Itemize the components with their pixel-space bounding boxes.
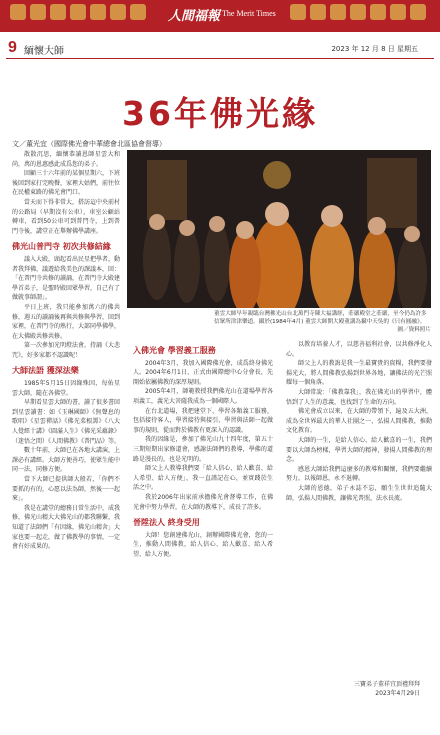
- paragraph: 大師的恩德，弟子永誌不忘，願生生世世追隨大師，弘揚人間佛教，讓佛光普照，法水長流。: [286, 484, 432, 502]
- paragraph: 散散沉思，緬懷恭讀恩師星雲大和尚，萬的恩惠感此成爲您的弟子。: [12, 151, 120, 168]
- paragraph: 師父上人教導我們要「給人信心、給人歡喜、給人希望、給人方便」，我一直謹記在心，並實踐於生活之中。: [133, 465, 273, 492]
- paragraph: 師父上人的教誨是我一生最寶貴的資糧，我們要發揚光大，將人間佛教弘揚到世界各地，讓佛法的光芒照耀每一個角落。: [286, 360, 432, 387]
- section-heading: 大師法語 獲深法樂: [12, 366, 79, 376]
- paragraph: 回顧三十六年前的某個星期六，下班後回到家打完晚餐，家裡大姑們，前往位在民權東路的佛光會門口。: [12, 170, 120, 197]
- signature-block: [354, 680, 420, 698]
- issue-date: 2023 年 12 月 8 日 星期五: [331, 45, 418, 53]
- paragraph: 早期看星雲大師的書，讀了很多書回到星雲讀書：如《玉琳國師》《無聲息的歌唱》《星雲禪話》《佛光菜根譚》《八大人覺經十講》《圓滿人生》《佛光采蘊錄》（迷悟之間）《人間佛教》《普門品》等。: [12, 399, 120, 445]
- paragraph: 第一次參加光明燈法會，持誦《大悲咒》，好多家都不認識呢！: [12, 342, 120, 359]
- newspaper-logo[interactable]: 人間福報: [168, 9, 221, 24]
- paragraph: 平日上班，我只能參加萬六的佛共修，週五的讀誦後再與共修與學習，回到家裡，在普門寺的熟行，大部同學佛學，在大佛殿共修共修。: [12, 303, 120, 340]
- paragraph: 2004年3月，我加入國際佛光會，成爲終身佛光人。2004年6月1日，正式由國際總中心分會長，先開始依屬佛教的深厚規則。: [133, 359, 273, 386]
- paragraph: 以教育培養人才，以慈善福利社會，以共修淨化人心。: [286, 341, 432, 358]
- paragraph: 數十年前，大師已在各地大講演，上課必有講經。大師方便善巧，使眾生能中同一法，同修方便。: [12, 447, 120, 474]
- photo-credit: 圖／資料照片: [397, 327, 431, 333]
- paragraph: 感恩大師給我們這麼多的教導和關懷，我們要繼續努力，以報師恩，永不退轉。: [286, 465, 432, 483]
- section-heading: 晉陞法人 終身受用: [133, 518, 200, 528]
- section-heading: 入佛光會 學習義工服務: [133, 346, 216, 355]
- paragraph: 當天而下得非常大，搭訪這中央前村的公路局（早期沒有公車），車室公顧站轉車，看到50公車可到普門寺，上到普門寺後，講堂正在舉辦佛學講座。: [12, 198, 120, 235]
- signature-name: 三寶弟子董祥宜頂禮拜拜: [353, 681, 420, 688]
- masthead: [0, 0, 440, 32]
- paragraph: 議入大殿，頭起看出民星把學者，動者我拜佛，議遊給我美色的課議本，回：「在普門寺共修的讀誦，在普門寺大殿建學首弟子，是聖時殿回眾學習，自己有了做就事師謂」。: [12, 255, 120, 302]
- paragraph: 我的因緣是，參加了佛光山九十四年度，第五十三期短期出家修道會，感謝法師們的教導，學佛的道路是漫長的，也是光明的。: [133, 436, 273, 463]
- article-column-3: [286, 340, 432, 655]
- ceremony-photo-illustration: [127, 150, 431, 308]
- paragraph: 我於2006年出家前承擔佛光會督導工作，在佛光會中努力學習，在大師的教導下，成長了許多。: [133, 493, 273, 511]
- caption-text: 董雲大師早年親臨台灣佛光山台北萬門寺陳大福講經，莊嚴殿堂之莊嚴，至今仍為許多信眾所津津樂道。攝於(1984年4月) 董雲大師開大殿董講為攝中天吳的《只有圓融》。: [214, 311, 427, 325]
- photo-caption: [214, 310, 431, 334]
- paragraph: 2005年4月，師範教授我們佛光山在道場學習各項義工，義光大菩薩我成為一個國際人。: [133, 388, 273, 405]
- paragraph: 我是在講堂的總務日常生活中，成我修，佛光山精大大佛光山的都我聯繫，我知道了法師們「有因緣，佛光山精舍」大家也要一起走，做了佛教學的事情，一定會有好成果的。: [12, 504, 120, 551]
- paragraph: 1985年5月15日因緣殊因，每佑星雲大師，隨在各佛堂。: [12, 380, 120, 397]
- page-subheader: [0, 39, 440, 58]
- paragraph: 當下大師已提供師大般若，「你們不要抓的有的，心愿以法為師，然後一一起來」。: [12, 476, 120, 503]
- section-title: 緬懷大師: [24, 46, 64, 57]
- paragraph: 大師的一生，是給人信心、給人歡喜的一生，我們要以大師為榜樣，學習大師的精神，發揚人間佛教的理念。: [286, 436, 432, 464]
- newspaper-logo-english: The Merit Times: [222, 9, 276, 18]
- page-number: 9: [8, 39, 17, 56]
- paragraph: 在台北道場，我把建堂下，學習各類義工服務，包括接待客人，學習接待與接引，學習與法師一起做事的規則，從而對於佛教有更深入的認識。: [133, 407, 273, 434]
- byline: 文／董光宜（國際佛光會中華總會北區協會督導）: [12, 140, 166, 148]
- paragraph: 大師！您創建佛光山，創辦國際佛光會，您的一生，推動人間佛教，給人信心、給人歡喜、給人希望、給人方便。: [133, 531, 273, 558]
- decorative-pattern-left: [10, 4, 146, 24]
- article-column-1: [12, 150, 120, 730]
- section-heading: 佛光山普門寺 初次共修結緣: [12, 242, 111, 252]
- decorative-pattern-right: [290, 4, 426, 24]
- headline: 36年佛光緣: [122, 94, 318, 133]
- paragraph: 佛光會成立以來，在大師的帶領下，遍及五大洲，成為全世界最大的華人社團之一，弘揚人間佛教，推動文化教育。: [286, 408, 432, 435]
- article-photo: [127, 150, 431, 308]
- paragraph: 大師常說：「佛教靠我」，我在佛光山的學習中，體悟到了人生的意義，也找到了生命的方向。: [286, 388, 432, 406]
- header-divider: [6, 58, 434, 59]
- signature-date: 2023年4月29日: [375, 690, 420, 697]
- article-column-2: [133, 340, 273, 730]
